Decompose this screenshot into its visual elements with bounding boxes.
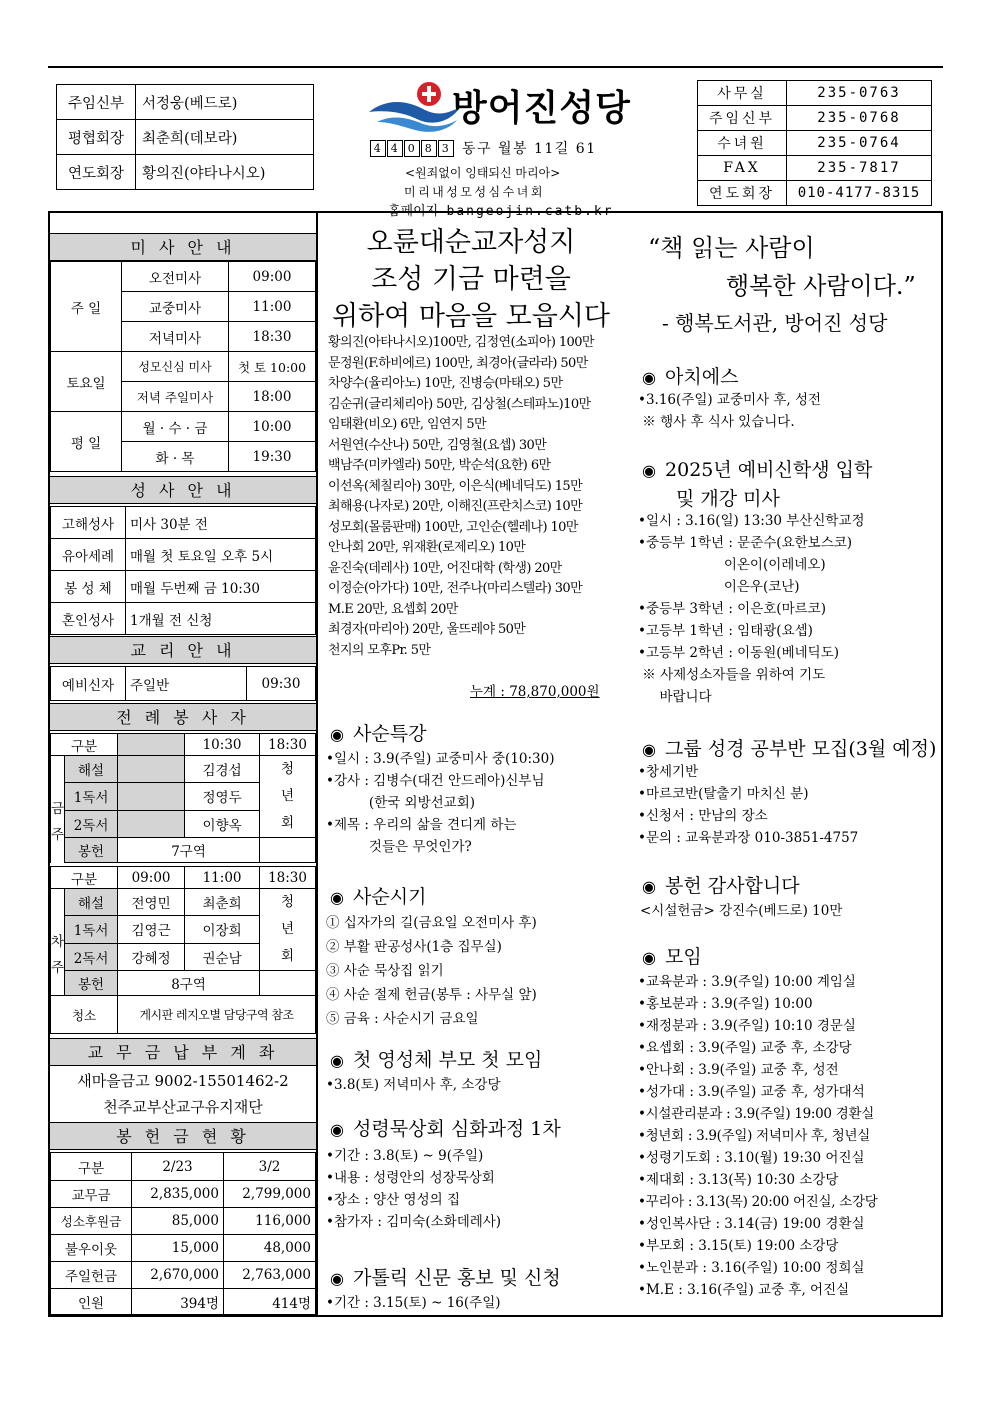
youth-char: 청: [281, 894, 295, 910]
donor-line: 안나회 20만, 위재환(로제리오) 10만: [328, 540, 526, 555]
donor-line: M.E 20만, 요셉회 20만: [328, 601, 458, 617]
liturgy-head: 구분: [51, 867, 118, 889]
name-cell: 서정웅(베드로): [136, 85, 314, 120]
lent-line: ① 십자가의 길(금요일 오전미사 후): [326, 915, 537, 931]
weekday-label: 평 일: [51, 412, 122, 472]
communion-title: 첫 영성체 부모 첫 모임: [353, 1049, 543, 1071]
name-cell: 최춘희(데보라): [136, 120, 314, 155]
communion-heading: [330, 1045, 542, 1072]
role-cell: 연도회장: [57, 155, 136, 190]
meeting-heading: [642, 942, 702, 969]
donor-line: 최해용(나자로) 20만, 이해진(프란치스코) 10만: [328, 499, 583, 514]
liturgy-person: 정영두: [185, 783, 260, 810]
doctrine-class: 주일반: [126, 667, 247, 701]
liturgy-person: 전영민: [118, 889, 185, 916]
offer-label: 봉헌: [65, 838, 118, 863]
meeting-line: •청년회 : 3.9(주일) 저녁미사 후, 청년실: [638, 1128, 870, 1144]
fund-title: [326, 224, 616, 335]
doctrine-name: 예비신자: [51, 667, 126, 701]
bible-title: 그룹 성경 공부반 모집(3월 예정): [665, 738, 937, 760]
lent-line: ④ 사순 절제 헌금(봉투 : 사무실 앞): [326, 987, 537, 1003]
offer-group: 7구역: [118, 838, 260, 863]
meeting-line: •요셉회 : 3.9(주일) 교중 후, 소강당: [638, 1040, 852, 1056]
bible-line: •문의 : 교육분과장 010-3851-4757: [638, 830, 859, 846]
seminary-body: [638, 510, 865, 708]
side-char: 차: [51, 934, 65, 950]
contact-phone: 010-4177-8315: [787, 181, 932, 206]
youth-char: 년: [281, 788, 295, 804]
account-holder: 천주교부산교구유지재단: [103, 1098, 263, 1116]
liturgy-role: 2독서: [65, 810, 118, 837]
communion-body: [326, 1074, 501, 1096]
sacrament-info: 미사 30분 전: [126, 507, 316, 539]
meeting-title: 모임: [665, 946, 702, 968]
donor-line: 서원연(수산나) 50만, 김영철(요셉) 30만: [328, 437, 547, 453]
liturgy-role: 해설: [65, 889, 118, 916]
top-rule: [48, 66, 943, 68]
meeting-line: •시설관리분과 : 3.9(주일) 19:00 경환실: [638, 1106, 874, 1122]
contact-table: [697, 80, 932, 206]
meeting-line: •제대회 : 3.13(목) 10:30 소강당: [638, 1172, 839, 1188]
offering-amount: 394명: [132, 1289, 224, 1315]
liturgy-head: 구분: [51, 734, 118, 756]
liturgy-person: 권순남: [185, 943, 260, 970]
offer-label: 봉헌: [65, 971, 118, 996]
tagline-patron: <원죄없이 잉태되신 마리아>: [405, 166, 561, 180]
paper-body: [326, 1292, 501, 1314]
zip-digit: 0: [404, 140, 420, 157]
liturgy-person: 김영근: [118, 916, 185, 943]
zip-digit: 4: [387, 140, 403, 157]
liturgy-next-week-table: [50, 866, 316, 1034]
spirit-line: •기간 : 3.8(토) ~ 9(주일): [326, 1148, 484, 1164]
communion-line: •3.8(토) 저녁미사 후, 소강당: [326, 1077, 501, 1093]
seminary-line: ※ 사제성소자들을 위하여 기도: [638, 667, 826, 683]
sacrament-info: 매월 첫 토요일 오후 5시: [126, 539, 316, 571]
mass-title: 미 사 안 내: [50, 233, 316, 261]
mass-time: 첫 토 10:00: [229, 352, 316, 382]
liturgy-person: 이장희: [185, 916, 260, 943]
seminary-line: •중등부 1학년 : 문준수(요한보스코): [638, 535, 853, 551]
liturgy-person: [118, 810, 185, 837]
offering-category: 인원: [51, 1289, 132, 1315]
name-cell: 황의진(야타나시오): [136, 155, 314, 190]
cleaning-info: 게시판 레지오별 담당구역 참조: [118, 996, 316, 1034]
meeting-line: •M.E : 3.16(주일) 교중 후, 어진실: [638, 1282, 850, 1298]
bible-body: [638, 761, 858, 849]
donor-line: 김순귀(글리체리아) 50만, 김상철(스테파노)10만: [328, 396, 591, 412]
meeting-body: [638, 971, 877, 1301]
spirit-body: [326, 1145, 501, 1233]
offer-group: 8구역: [118, 971, 260, 996]
side-char: 주: [51, 960, 65, 976]
street-address: 동구 월봉 11길 61: [462, 141, 597, 157]
thanks-line: <시설헌금> 강진수(베드로) 10만: [640, 903, 843, 919]
mass-name: 월 · 수 · 금: [122, 412, 229, 442]
clergy-table: [56, 84, 314, 190]
account-title: 교 무 금 납 부 계 좌: [50, 1038, 316, 1066]
offering-category: 불우이웃: [51, 1235, 132, 1262]
bullet-icon: ◉: [642, 368, 656, 387]
sacrament-name: 봉 성 체: [51, 571, 126, 603]
offering-amount: 116,000: [224, 1208, 316, 1235]
contact-label: 사무실: [698, 81, 787, 106]
youth-char: 회: [281, 948, 295, 964]
bullet-icon: ◉: [642, 877, 656, 896]
offering-category: 주일헌금: [51, 1262, 132, 1289]
offering-amount: 48,000: [224, 1235, 316, 1262]
meeting-line: •성인복사단 : 3.14(금) 19:00 경환실: [638, 1216, 865, 1232]
liturgy-head: 18:30: [260, 734, 316, 756]
spirit-line: •내용 : 성령안의 성장묵상회: [326, 1170, 495, 1186]
contact-phone: 235-0764: [787, 131, 932, 156]
donor-line: 임태환(비오) 6만, 임연지 5만: [328, 417, 486, 432]
sacrament-name: 혼인성사: [51, 603, 126, 635]
liturgy-head: 11:00: [185, 867, 260, 889]
meeting-line: •안나회 : 3.9(주일) 교중 후, 성전: [638, 1062, 839, 1078]
donor-line: 윤진숙(데레사) 10만, 어진대학 (학생) 20만: [328, 560, 562, 576]
liturgy-title: 전 례 봉 사 자: [50, 703, 316, 731]
liturgy-head: [118, 734, 185, 756]
liturgy-person: 강혜정: [118, 943, 185, 970]
church-name: 방어진성당: [452, 88, 631, 129]
mass-name: 교중미사: [122, 292, 229, 322]
offering-category: 교무금: [51, 1181, 132, 1208]
donor-line: 이선옥(체칠리아) 30만, 이은식(베네딕도) 15만: [328, 478, 583, 494]
fund-title-line: 조성 기금 마련을: [371, 264, 571, 295]
lecture-title: 사순특강: [353, 723, 427, 745]
offering-head: 구분: [51, 1153, 132, 1181]
thanks-heading: [642, 871, 800, 898]
mass-name: 저녁 주일미사: [122, 382, 229, 412]
seminary-line: 이온이(이레네오): [638, 557, 826, 573]
offering-head: 3/2: [224, 1153, 316, 1181]
aches-body: [638, 389, 821, 433]
donor-line: 백남주(미카엘라) 50만, 박순석(요한) 6만: [328, 458, 551, 473]
aches-title: 아치에스: [665, 366, 739, 388]
youth-cell: [260, 889, 316, 971]
side-char: 금: [51, 801, 65, 818]
mass-name: 저녁미사: [122, 322, 229, 352]
liturgy-person: 최춘희: [185, 889, 260, 916]
spirit-heading: [330, 1114, 561, 1141]
saturday-label: 토요일: [51, 352, 122, 412]
mass-name: 화 · 목: [122, 442, 229, 472]
donor-list: [328, 333, 628, 661]
meeting-line: •성가대 : 3.9(주일) 교중 후, 성가대석: [638, 1084, 865, 1100]
sacrament-name: 고해성사: [51, 507, 126, 539]
offering-amount: 2,670,000: [132, 1262, 224, 1289]
donor-line: 문정원(F.하비에르) 100만, 최경아(글라라) 50만: [328, 355, 588, 371]
doctrine-time: 09:30: [247, 667, 316, 701]
sacrament-title: 성 사 안 내: [50, 476, 316, 504]
donor-line: 이정순(아가다) 10만, 전주나(마리스텔라) 30만: [328, 581, 583, 596]
zip-digit: 4: [370, 140, 386, 157]
liturgy-head: 18:30: [260, 867, 316, 889]
liturgy-role: 1독서: [65, 783, 118, 810]
side-char: 주: [51, 827, 65, 844]
offering-amount: 15,000: [132, 1235, 224, 1262]
bible-line: •마르코반(탈출기 마치신 분): [638, 786, 809, 802]
contact-phone: 235-7817: [787, 156, 932, 181]
lent-line: ② 부활 판공성사(1층 집무실): [326, 939, 502, 955]
zip-digit: 3: [438, 140, 454, 157]
seminary-title: 2025년 예비신학생 입학: [665, 459, 873, 481]
liturgy-role: 2독서: [65, 943, 118, 970]
lecture-line: (한국 외방선교회): [326, 795, 476, 811]
seminary-line: 이은우(코난): [638, 579, 800, 595]
sacrament-name: 유아세례: [51, 539, 126, 571]
offering-amount: 85,000: [132, 1208, 224, 1235]
seminary-heading-2: 및 개강 미사: [676, 488, 780, 510]
thanks-body: [640, 900, 842, 922]
spirit-line: •참가자 : 김미숙(소화데레사): [326, 1214, 502, 1230]
offering-amount: 2,799,000: [224, 1181, 316, 1208]
liturgy-role: 해설: [65, 756, 118, 783]
liturgy-person: [118, 756, 185, 783]
meeting-line: •교육분과 : 3.9(주일) 10:00 계임실: [638, 974, 856, 990]
lent-title: 사순시기: [353, 886, 427, 908]
bullet-icon: ◉: [642, 461, 656, 480]
bullet-icon: ◉: [642, 740, 656, 759]
lecture-line: •강사 : 김병수(대건 안드레아)신부님: [326, 773, 545, 789]
aches-heading: [642, 362, 738, 389]
role-cell: 평협회장: [57, 120, 136, 155]
fund-title-line: 오륜대순교자성지: [366, 227, 576, 258]
column-divider: [316, 212, 318, 1316]
account-info: [50, 1068, 316, 1120]
mass-time: 18:00: [229, 382, 316, 412]
sunday-label: 주 일: [51, 262, 122, 352]
liturgy-side: [51, 756, 65, 863]
homepage-url[interactable]: bangeojin.catb.kr: [446, 204, 614, 219]
bullet-icon: ◉: [642, 948, 656, 967]
quote-line2: 행복한 사람이다.”: [726, 272, 916, 300]
contact-label: 주임신부: [698, 106, 787, 131]
liturgy-role: 1독서: [65, 916, 118, 943]
lecture-line: •일시 : 3.9(주일) 교중미사 중(10:30): [326, 751, 555, 767]
mass-time: 19:30: [229, 442, 316, 472]
bible-heading: [642, 734, 936, 761]
contact-label: FAX: [698, 156, 787, 181]
mass-time: 18:30: [229, 322, 316, 352]
offering-table: [50, 1152, 316, 1315]
donor-line: 최경자(마리아) 20만, 울뜨레야 50만: [328, 622, 526, 637]
seminary-heading: [642, 455, 872, 482]
fund-title-line: 위하여 마음을 모읍시다: [332, 301, 610, 332]
bullet-icon: ◉: [330, 888, 344, 907]
liturgy-head: 09:00: [118, 867, 185, 889]
bullet-icon: ◉: [330, 725, 344, 744]
liturgy-side: [51, 889, 65, 996]
address: [370, 138, 597, 158]
meeting-line: •홍보분과 : 3.9(주일) 10:00: [638, 996, 813, 1012]
homepage-label: 홈페이지: [388, 204, 439, 219]
liturgy-person: 이향옥: [185, 810, 260, 837]
zip-digit: 8: [421, 140, 437, 157]
lecture-line: 것들은 무엇인가?: [326, 839, 472, 855]
meeting-line: •부모회 : 3.15(토) 19:00 소강당: [638, 1238, 839, 1254]
tagline-order: 미리내성모성심수녀회: [404, 185, 545, 199]
mass-time: 09:00: [229, 262, 316, 292]
offering-amount: 414명: [224, 1289, 316, 1315]
zip-code: [370, 140, 454, 157]
account-number: 새마을금고 9002-15501462-2: [77, 1072, 289, 1090]
spirit-line: •장소 : 양산 영성의 집: [326, 1192, 461, 1208]
seminary-line: •중등부 3학년 : 이은호(마르코): [638, 601, 826, 617]
paper-heading: [330, 1263, 561, 1290]
meeting-line: •성령기도회 : 3.10(월) 19:30 어진실: [638, 1150, 865, 1166]
offering-category: 성소후원금: [51, 1208, 132, 1235]
aches-line: ※ 행사 후 식사 있습니다.: [638, 414, 795, 430]
paper-line: •기간 : 3.15(토) ~ 16(주일): [326, 1295, 501, 1311]
contact-label: 수녀원: [698, 131, 787, 156]
mass-name: 성모신심 미사: [122, 352, 229, 382]
contact-label: 연도회장: [698, 181, 787, 206]
aches-line: •3.16(주일) 교중미사 후, 성전: [638, 392, 822, 408]
lecture-line: •제목 : 우리의 삶을 견디게 하는: [326, 817, 517, 833]
mass-time: 10:00: [229, 412, 316, 442]
contact-phone: 235-0768: [787, 106, 932, 131]
lent-heading: [330, 882, 426, 909]
youth-cell: [260, 756, 316, 838]
lecture-body: [326, 748, 555, 858]
lent-body: [326, 911, 537, 1031]
liturgy-person: [118, 783, 185, 810]
bullet-icon: ◉: [330, 1269, 344, 1288]
offering-title: 봉 헌 금 현 황: [50, 1122, 316, 1150]
seminary-line: •고등부 1학년 : 임태광(요셉): [638, 623, 813, 639]
meeting-line: •재정분과 : 3.9(주일) 10:10 경문실: [638, 1018, 856, 1034]
bible-line: •신청서 : 만남의 장소: [638, 808, 768, 824]
quote-source: - 행복도서관, 방어진 성당: [662, 311, 888, 335]
bullet-icon: ◉: [330, 1051, 344, 1070]
paper-title: 가톨릭 신문 홍보 및 신청: [353, 1267, 561, 1289]
sacrament-table: [50, 506, 316, 635]
youth-char: 년: [281, 921, 295, 937]
offering-head: 2/23: [132, 1153, 224, 1181]
liturgy-head: 10:30: [185, 734, 260, 756]
liturgy-person: 김경섭: [185, 756, 260, 783]
quote-line1: “책 읽는 사람이: [648, 234, 815, 262]
cleaning-label: 청소: [51, 996, 118, 1034]
sacrament-info: 1개월 전 신청: [126, 603, 316, 635]
youth-char: 회: [281, 815, 295, 831]
contact-phone: 235-0763: [787, 81, 932, 106]
sacrament-info: 매월 두번째 금 10:30: [126, 571, 316, 603]
donor-line: 성모회(몰룸판매) 100만, 고인순(헬레나) 10만: [328, 519, 578, 535]
fund-total: 누계 : 78,870,000원: [470, 684, 600, 700]
lent-line: ③ 사순 묵상집 읽기: [326, 963, 444, 979]
thanks-title: 봉헌 감사합니다: [665, 875, 800, 897]
doctrine-table: [50, 666, 316, 701]
bible-line: •창세기반: [638, 764, 699, 780]
donor-line: 차양수(율리아노) 10만, 진병승(마태오) 5만: [328, 376, 563, 391]
meeting-line: •노인분과 : 3.16(주일) 10:00 정희실: [638, 1260, 865, 1276]
mass-table: [50, 261, 316, 472]
seminary-line: •고등부 2학년 : 이동원(베네딕도): [638, 645, 839, 661]
seminary-line: 바랍니다: [638, 689, 712, 705]
liturgy-this-week-table: [50, 733, 316, 863]
bullet-icon: ◉: [330, 1120, 344, 1139]
seminary-line: •일시 : 3.16(일) 13:30 부산신학교정: [638, 513, 865, 529]
mass-name: 오전미사: [122, 262, 229, 292]
lecture-heading: [330, 719, 426, 746]
offering-amount: 2,835,000: [132, 1181, 224, 1208]
donor-line: 황의진(아타나시오)100만, 김정연(소피아) 100만: [328, 335, 594, 350]
doctrine-title: 교 리 안 내: [50, 636, 316, 664]
meeting-line: •꾸리아 : 3.13(목) 20:00 어진실, 소강당: [638, 1194, 878, 1210]
youth-char: 청: [281, 761, 295, 777]
donor-line: 천지의 모후Pr. 5만: [328, 642, 431, 658]
offering-amount: 2,763,000: [224, 1262, 316, 1289]
role-cell: 주임신부: [57, 85, 136, 120]
mass-time: 11:00: [229, 292, 316, 322]
spirit-title: 성령묵상회 심화과정 1차: [353, 1118, 561, 1140]
lent-line: ⑤ 금육 : 사순시기 금요일: [326, 1011, 479, 1027]
